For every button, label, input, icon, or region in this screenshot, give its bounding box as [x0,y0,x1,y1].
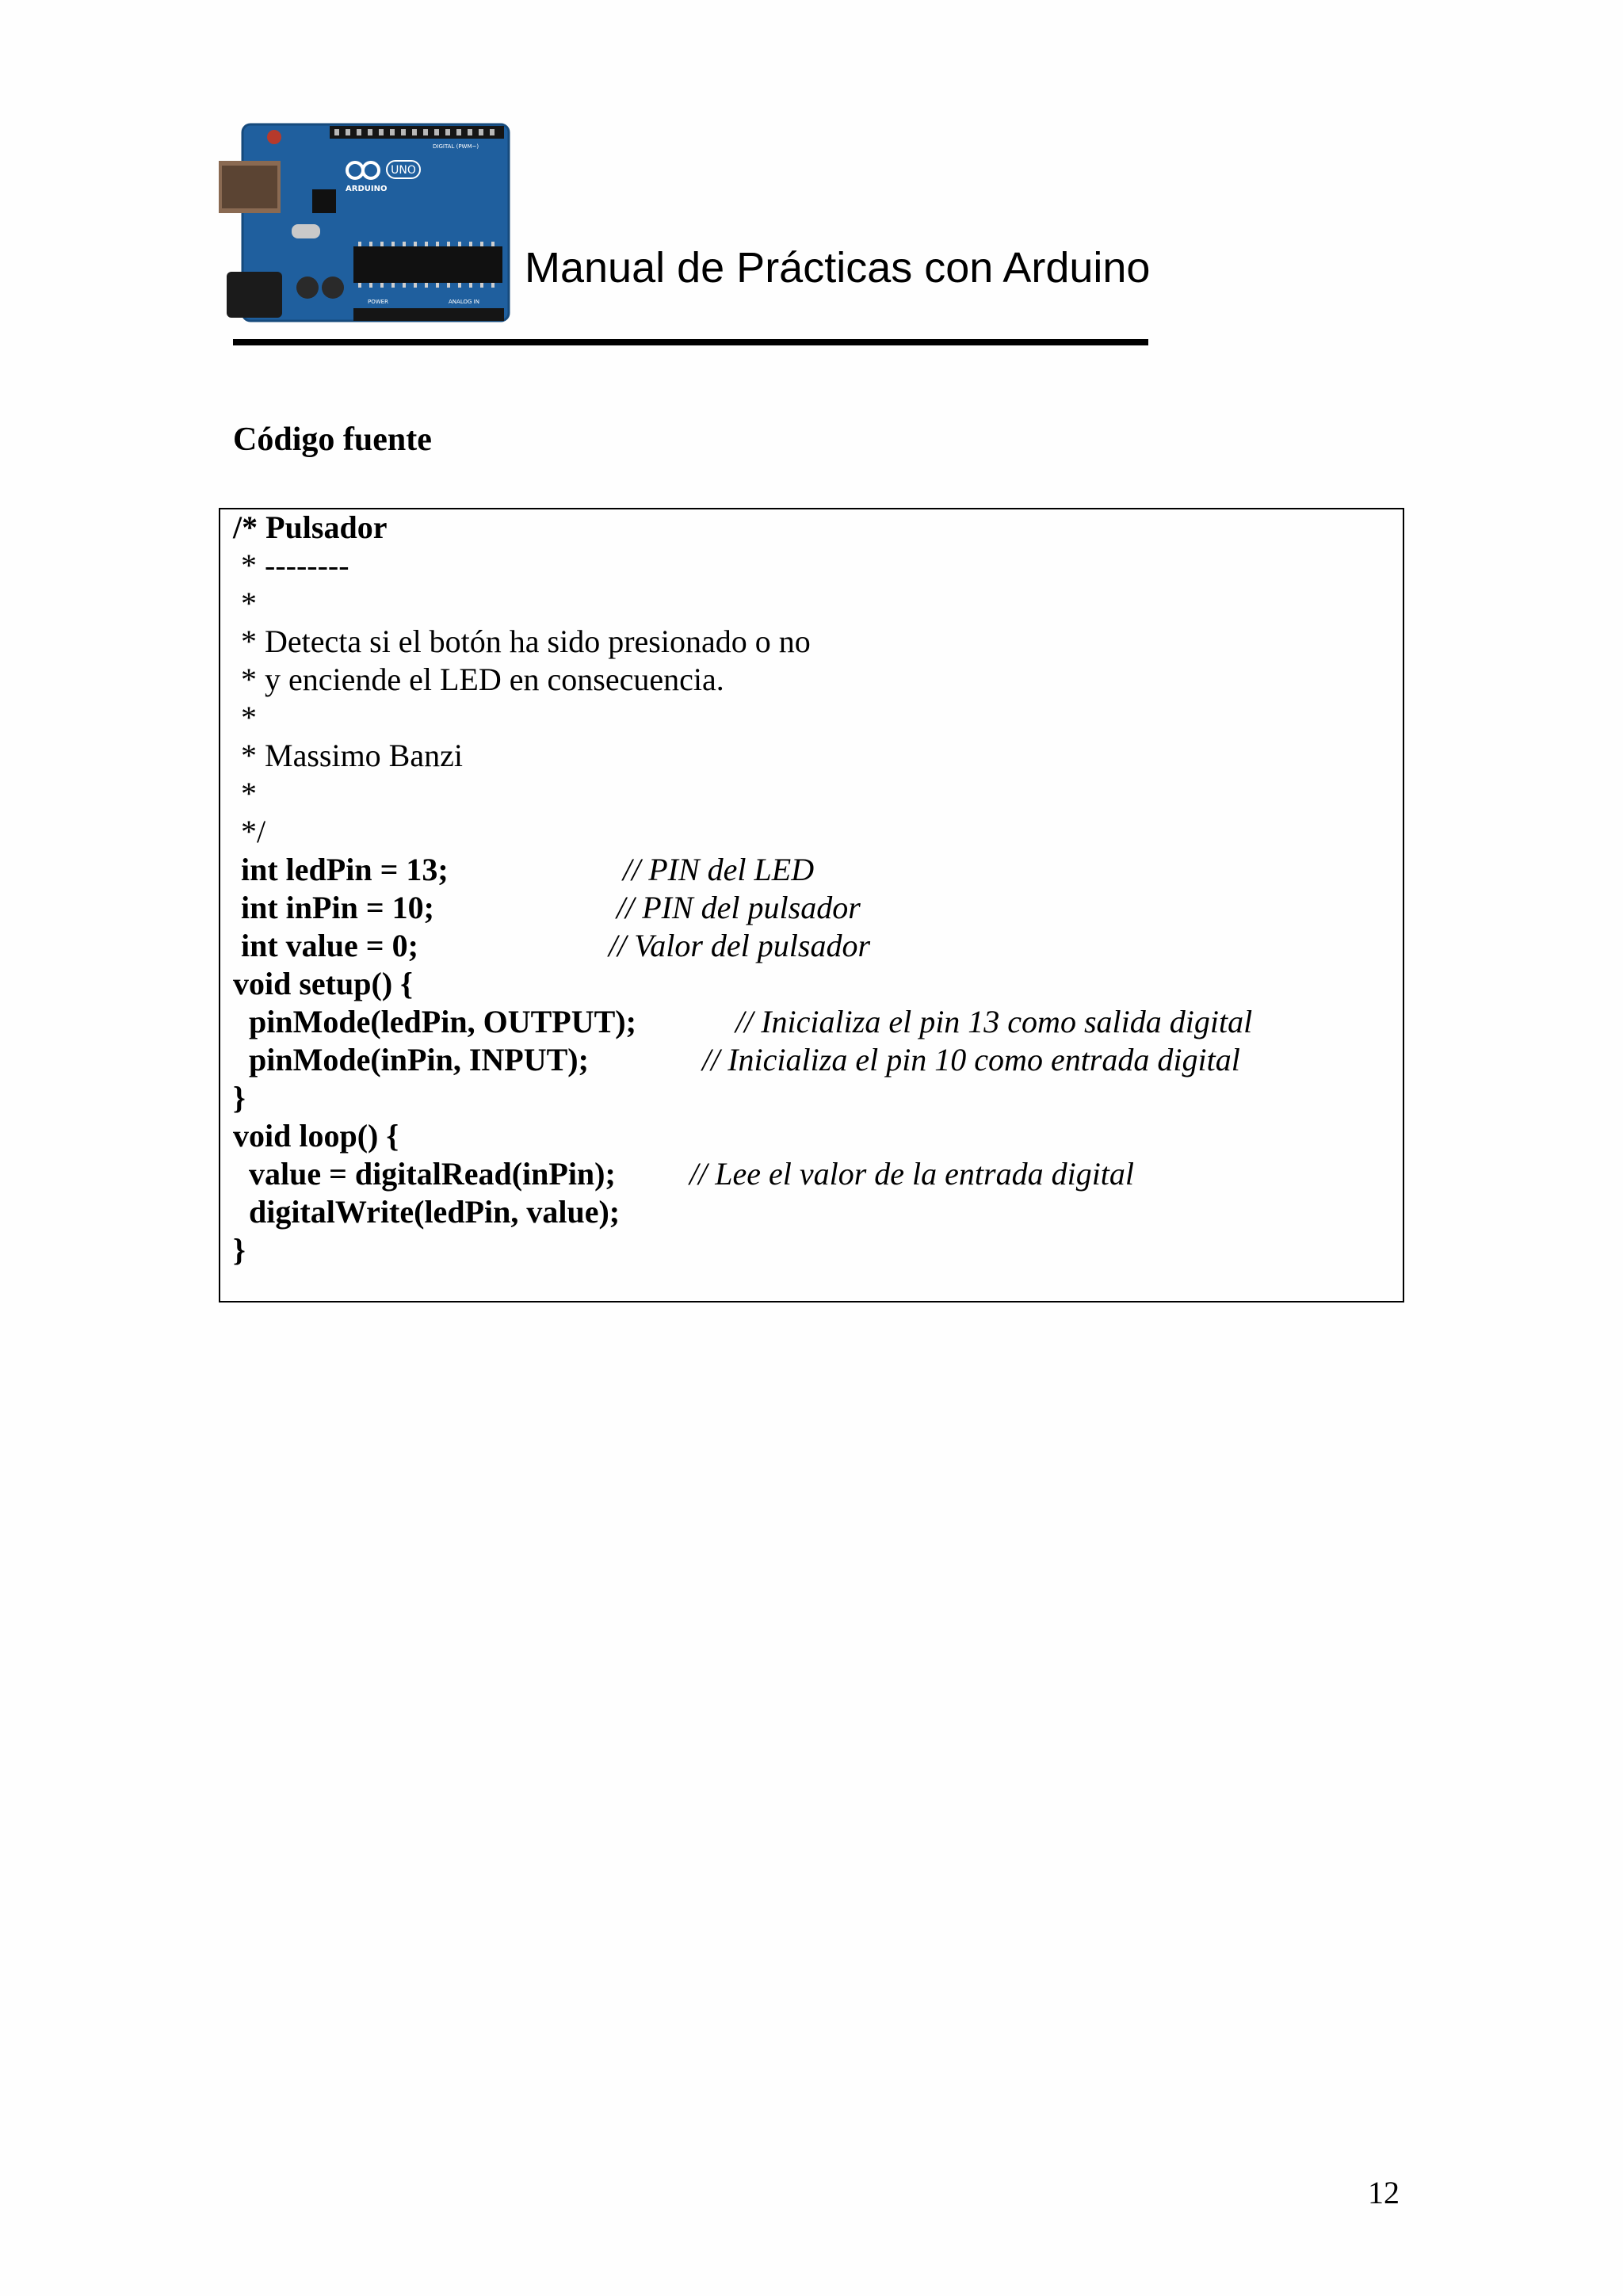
code-line: */ [233,814,266,849]
code-line: * -------- [233,547,349,583]
code-line: void loop() { [233,1118,399,1154]
code-comment: // PIN del pulsador [617,890,861,925]
code-line: * Massimo Banzi [233,738,463,773]
page-number: 12 [1368,2175,1400,2210]
code-line: int inPin = 10; [233,890,434,925]
section-heading: Código fuente [233,421,432,458]
board-model-label: UNO [391,164,416,177]
code-comment: // PIN del LED [623,852,815,887]
code-line: * y enciende el LED en consecuencia. [233,662,724,697]
code-comment: // Inicializa el pin 10 como entrada digital [702,1042,1240,1077]
code-line: } [233,1080,246,1116]
code-line: int value = 0; [233,928,418,963]
code-line: digitalWrite(ledPin, value); [233,1194,621,1230]
board-digital-label: DIGITAL (PWM~) [433,143,479,150]
document-title: Manual de Prácticas con Arduino [525,244,1151,292]
code-line: pinMode(inPin, INPUT); [233,1042,589,1077]
code-line: * [233,776,257,811]
board-analog-label: ANALOG IN [449,299,479,305]
board-brand-label: ARDUINO [346,185,388,193]
board-power-label: POWER [368,299,388,305]
code-comment: // Lee el valor de la entrada digital [689,1156,1135,1192]
code-line: * [233,700,257,735]
arduino-board-image [219,121,515,326]
code-line: pinMode(ledPin, OUTPUT); [233,1004,636,1039]
code-line: * Detecta si el botón ha sido presionado o no [233,624,811,659]
code-line: value = digitalRead(inPin); [233,1156,616,1192]
code-line: /* Pulsador [233,509,388,545]
code-line: * [233,585,257,621]
header-rule [233,339,1148,345]
code-line: int ledPin = 13; [233,852,449,887]
code-comment: // Valor del pulsador [609,928,871,963]
code-line: void setup() { [233,966,413,1001]
code-line: } [233,1232,246,1268]
code-comment: // Inicializa el pin 13 como salida digital [735,1004,1253,1039]
